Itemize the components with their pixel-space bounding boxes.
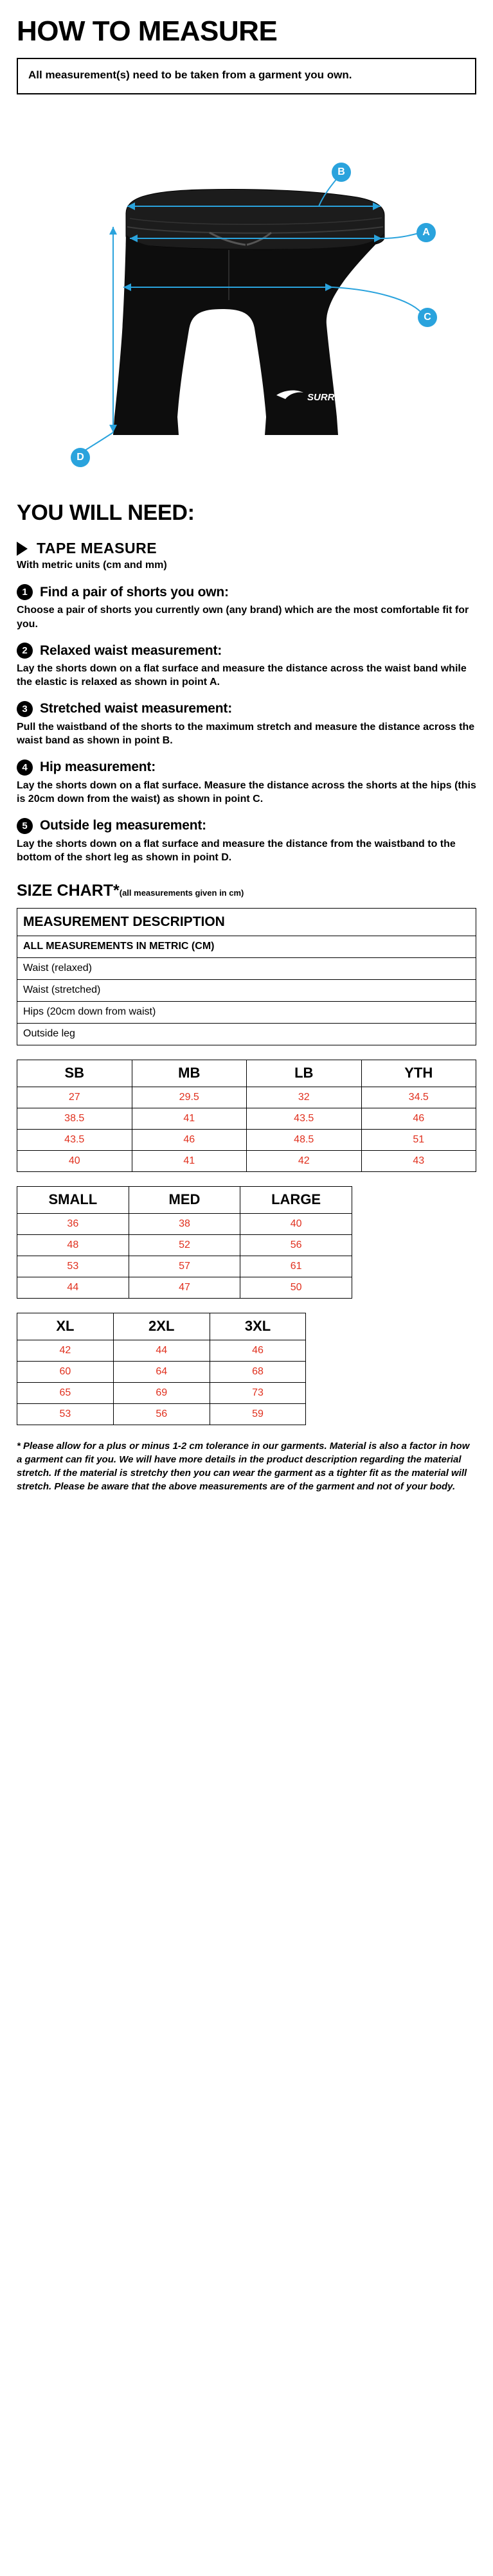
table-row	[17, 1108, 476, 1129]
size-cell: 43.5	[17, 1129, 132, 1150]
size-cell: 59	[210, 1403, 306, 1425]
size-table-boys	[17, 1060, 476, 1172]
size-cell: 68	[210, 1361, 306, 1382]
table-row	[17, 1277, 352, 1298]
size-cell: 29.5	[132, 1087, 247, 1108]
size-cell: 65	[17, 1382, 114, 1403]
diagram-marker-c	[418, 308, 437, 327]
step-title: Hip measurement:	[40, 759, 156, 775]
size-column-header: LB	[247, 1060, 362, 1087]
size-column-header: SB	[17, 1060, 132, 1087]
size-cell: 36	[17, 1213, 129, 1234]
size-cell: 41	[132, 1150, 247, 1171]
size-cell: 60	[17, 1361, 114, 1382]
table-row	[17, 1023, 476, 1045]
size-chart-title: SIZE CHART*	[17, 881, 120, 900]
table-row	[17, 1213, 352, 1234]
step-body: Lay the shorts down on a flat surface and measure the distance from the waistband to the bottom of the short leg as shown in point D.	[17, 838, 456, 864]
size-cell: 38	[129, 1213, 240, 1234]
triangle-bullet-icon	[17, 542, 28, 556]
marker-b-label: B	[337, 166, 345, 178]
step-title: Outside leg measurement:	[40, 818, 206, 833]
size-column-header: 2XL	[113, 1313, 210, 1340]
size-cell: 43	[361, 1150, 476, 1171]
step-title: Relaxed waist measurement:	[40, 643, 222, 658]
step-item	[17, 643, 476, 689]
step-number-badge: 3	[17, 701, 33, 717]
description-row-outside-leg: Outside leg	[17, 1023, 476, 1045]
step-number-badge: 1	[17, 584, 33, 600]
table-row	[17, 1129, 476, 1150]
page-title: HOW TO MEASURE	[17, 15, 278, 47]
step-item	[17, 818, 476, 865]
size-cell: 48	[17, 1234, 129, 1256]
description-table-subtitle: ALL MEASUREMENTS IN METRIC (CM)	[17, 936, 476, 957]
table-header-row	[17, 1313, 306, 1340]
step-header	[17, 701, 476, 717]
step-header	[17, 584, 476, 600]
step-title: Find a pair of shorts you own:	[40, 584, 229, 600]
size-cell: 48.5	[247, 1129, 362, 1150]
description-row-hips: Hips (20cm down from waist)	[17, 1001, 476, 1023]
size-chart-heading	[17, 882, 476, 900]
size-cell: 42	[17, 1340, 114, 1361]
size-cell: 34.5	[361, 1087, 476, 1108]
diagram-marker-b	[332, 163, 351, 182]
diagram-marker-a	[417, 223, 436, 242]
size-cell: 73	[210, 1382, 306, 1403]
size-table-adult-large	[17, 1313, 306, 1425]
step-body: Lay the shorts down on a flat surface and measure the distance across the waist band while the elastic is relaxed as shown in point A.	[17, 663, 467, 688]
table-row	[17, 1087, 476, 1108]
size-column-header: YTH	[361, 1060, 476, 1087]
size-chart-footnote: * Please allow for a plus or minus 1-2 cm tolerance in our garments. Material is also a factor in how a garment can fit you. We will have more details in the product description regarding the material stretch. If the material is stretchy then you can wear the garment as a tighter fit as the material will stretch. Please be aware that the above measurements are of the garment and not of your body.	[17, 1440, 470, 1493]
brand-wordmark: SURRIDGE	[307, 392, 359, 404]
size-cell: 53	[17, 1256, 129, 1277]
steps-list	[17, 584, 476, 864]
table-row	[17, 1001, 476, 1023]
size-cell: 50	[240, 1277, 352, 1298]
marker-d-label: D	[76, 452, 84, 463]
step-title: Stretched waist measurement:	[40, 701, 233, 716]
size-cell: 27	[17, 1087, 132, 1108]
marker-c-label: C	[424, 312, 431, 323]
size-cell: 40	[17, 1150, 132, 1171]
step-number-badge: 2	[17, 643, 33, 659]
size-cell: 44	[17, 1277, 129, 1298]
size-cell: 43.5	[247, 1108, 362, 1129]
size-cell: 56	[240, 1234, 352, 1256]
step-header	[17, 759, 476, 776]
size-cell: 44	[113, 1340, 210, 1361]
size-cell: 64	[113, 1361, 210, 1382]
table-row	[17, 1256, 352, 1277]
description-row-waist-stretched: Waist (stretched)	[17, 979, 476, 1001]
size-cell: 38.5	[17, 1108, 132, 1129]
size-cell: 46	[361, 1108, 476, 1129]
size-cell: 46	[210, 1340, 306, 1361]
measurement-description-table	[17, 908, 476, 1045]
size-column-header: LARGE	[240, 1186, 352, 1213]
step-body: Pull the waistband of the shorts to the maximum stretch and measure the distance across the waist band as shown in point B.	[17, 721, 475, 747]
tape-measure-note: With metric units (cm and mm)	[17, 560, 167, 571]
size-column-header: 3XL	[210, 1313, 306, 1340]
size-cell: 57	[129, 1256, 240, 1277]
you-will-need-heading: YOU WILL NEED:	[17, 501, 195, 526]
table-header-row	[17, 1186, 352, 1213]
size-column-header: XL	[17, 1313, 114, 1340]
step-number-badge: 5	[17, 818, 33, 834]
description-row-waist-relaxed: Waist (relaxed)	[17, 957, 476, 979]
size-column-header: SMALL	[17, 1186, 129, 1213]
step-header	[17, 643, 476, 659]
size-cell: 47	[129, 1277, 240, 1298]
table-row	[17, 1361, 306, 1382]
table-row	[17, 979, 476, 1001]
tape-measure-row	[17, 540, 476, 557]
table-row	[17, 936, 476, 957]
table-row	[17, 1340, 306, 1361]
size-column-header: MED	[129, 1186, 240, 1213]
table-row	[17, 1382, 306, 1403]
table-row	[17, 1150, 476, 1171]
measurement-note-text: All measurement(s) need to be taken from a garment you own.	[28, 69, 352, 82]
size-cell: 61	[240, 1256, 352, 1277]
diagram-marker-d	[71, 448, 90, 467]
size-cell: 51	[361, 1129, 476, 1150]
step-body: Lay the shorts down on a flat surface. Measure the distance across the shorts at the hips (this is 20cm down from the waist) as shown in point C.	[17, 779, 476, 805]
size-table-adult-small	[17, 1186, 352, 1299]
size-cell: 53	[17, 1403, 114, 1425]
shorts-illustration	[17, 101, 476, 486]
size-cell: 69	[113, 1382, 210, 1403]
step-number-badge: 4	[17, 759, 33, 776]
table-header-row	[17, 1060, 476, 1087]
table-row	[17, 957, 476, 979]
description-table-title: MEASUREMENT DESCRIPTION	[17, 908, 476, 936]
step-item	[17, 701, 476, 748]
size-cell: 40	[240, 1213, 352, 1234]
size-cell: 32	[247, 1087, 362, 1108]
table-row	[17, 1234, 352, 1256]
table-row	[17, 1403, 306, 1425]
size-cell: 46	[132, 1129, 247, 1150]
size-column-header: MB	[132, 1060, 247, 1087]
marker-a-label: A	[422, 227, 430, 238]
step-item	[17, 584, 476, 631]
table-row	[17, 908, 476, 936]
size-cell: 56	[113, 1403, 210, 1425]
step-item	[17, 759, 476, 806]
size-cell: 41	[132, 1108, 247, 1129]
shorts-measurement-diagram	[17, 101, 476, 486]
size-cell: 52	[129, 1234, 240, 1256]
step-header	[17, 818, 476, 834]
size-cell: 42	[247, 1150, 362, 1171]
tape-measure-label: TAPE MEASURE	[37, 540, 157, 557]
step-body: Choose a pair of shorts you currently own (any brand) which are the most comfortable fit for you.	[17, 605, 469, 630]
measurement-note-box	[17, 58, 476, 94]
size-chart-note: (all measurements given in cm)	[119, 887, 244, 898]
